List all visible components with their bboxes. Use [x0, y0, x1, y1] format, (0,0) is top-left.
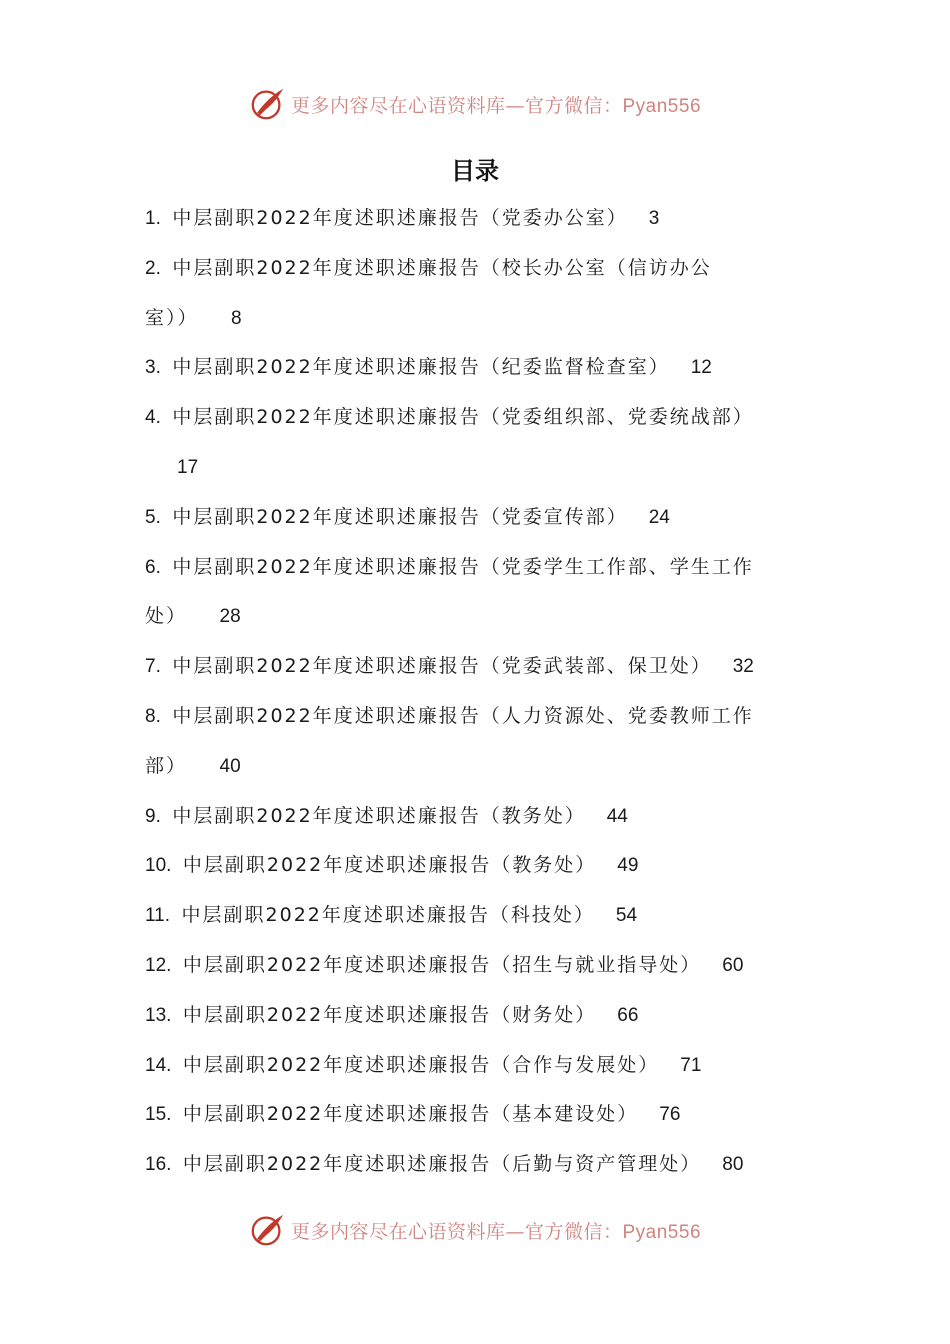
toc-entry-page: 54 [615, 905, 638, 927]
toc-entry-page: 3 [648, 208, 660, 229]
toc-entry[interactable] [145, 841, 810, 891]
banner-text: 更多内容尽在心语资料库—官方微信：Pyan556 [290, 1220, 702, 1243]
toc-entry-page: 28 [219, 606, 241, 628]
toc-entry-page: 44 [606, 805, 628, 827]
toc-entry-title: 中层副职2022年度述职述廉报告（党委组织部、党委统战部） [172, 406, 754, 429]
toc-entry-title: 中层副职2022年度述职述廉报告（合作与发展处） [182, 1053, 660, 1076]
toc-entry-number: 6. [145, 556, 161, 578]
banner-text: 更多内容尽在心语资料库—官方微信：Pyan556 [290, 94, 702, 117]
toc-entry[interactable] [145, 244, 810, 294]
toc-entry[interactable] [145, 891, 810, 941]
toc-entry-number: 11. [145, 905, 171, 927]
toc-entry-title: 中层副职2022年度述职述廉报告（党委办公室） [172, 207, 628, 229]
toc-entry-title-continued: 室）） [145, 306, 199, 329]
toc-entry-title: 中层副职2022年度述职述廉报告（纪委监督检查室） [172, 356, 670, 379]
toc-entry-title: 中层副职2022年度述职述廉报告（党委学生工作部、学生工作 [172, 555, 754, 578]
toc-entry-title: 中层副职2022年度述职述廉报告（财务处） [182, 1003, 597, 1026]
toc-entry[interactable] [145, 493, 810, 543]
toc-entry[interactable] [145, 642, 810, 692]
toc-entry-number: 12. [145, 954, 172, 976]
page-title: 目录 [451, 157, 499, 185]
toc-entry-page: 80 [722, 1154, 744, 1176]
toc-entry-title: 中层副职2022年度述职述廉报告（校长办公室（信访办公 [172, 256, 712, 279]
toc-entry-continuation[interactable] [145, 443, 810, 493]
toc-entry-number: 15. [145, 1104, 172, 1126]
toc-entry[interactable] [145, 792, 810, 842]
toc-entry-title: 中层副职2022年度述职述廉报告（招生与就业指导处） [182, 953, 702, 976]
toc-entry-number: 3. [145, 357, 161, 379]
toc-entry-title: 中层副职2022年度述职述廉报告（后勤与资产管理处） [182, 1153, 702, 1176]
toc-entry[interactable] [145, 941, 810, 991]
toc-entry-page: 17 [177, 456, 199, 478]
toc-entry-title: 中层副职2022年度述职述廉报告（党委武装部、保卫处） [172, 655, 712, 678]
toc-entry-title: 中层副职2022年度述职述廉报告（人力资源处、党委教师工作 [172, 704, 754, 727]
toc-entry-number: 1. [145, 208, 161, 229]
toc-entry-continuation[interactable] [145, 294, 810, 344]
toc-entry-page: 12 [690, 357, 712, 379]
toc-entry-continuation[interactable] [145, 742, 810, 792]
toc-entry-title: 中层副职2022年度述职述廉报告（教务处） [182, 854, 597, 877]
toc-entry-title: 中层副职2022年度述职述廉报告（基本建设处） [182, 1103, 639, 1126]
toc-entry-page: 66 [617, 1004, 639, 1026]
footer-banner [0, 1208, 950, 1252]
toc-entry-number: 8. [145, 705, 161, 727]
header-banner [0, 82, 950, 126]
toc-entry[interactable] [145, 343, 810, 393]
toc-entry-page: 71 [680, 1054, 702, 1076]
quill-logo-icon [249, 1211, 287, 1249]
toc-entry-page: 40 [219, 755, 241, 777]
toc-entry[interactable] [145, 692, 810, 742]
toc-entry-title-continued: 处） [145, 605, 188, 628]
toc-entry-page: 76 [659, 1104, 681, 1126]
toc-entry-title-continued: 部） [145, 754, 188, 777]
toc-entry-number: 7. [145, 656, 161, 678]
toc-entry[interactable] [145, 194, 810, 244]
toc-entry-page: 8 [231, 307, 242, 329]
toc-entry-number: 13. [145, 1004, 172, 1026]
toc-entry-number: 9. [145, 805, 161, 827]
quill-logo-icon [249, 85, 287, 123]
toc-entry-number: 14. [145, 1054, 172, 1076]
toc-entry[interactable] [145, 1041, 810, 1091]
toc-entry[interactable] [145, 543, 810, 593]
wechat-id: Pyan556 [622, 95, 702, 117]
toc-entry-continuation[interactable] [145, 592, 810, 642]
table-of-contents [145, 194, 810, 1190]
toc-entry-page: 32 [732, 656, 754, 678]
toc-entry[interactable] [145, 1140, 810, 1190]
toc-entry[interactable] [145, 393, 810, 443]
toc-entry-page: 24 [648, 506, 670, 528]
toc-entry-title: 中层副职2022年度述职述廉报告（科技处） [181, 904, 595, 927]
wechat-id: Pyan556 [622, 1221, 702, 1243]
toc-entry-title: 中层副职2022年度述职述廉报告（教务处） [172, 804, 586, 827]
toc-entry-number: 10. [145, 855, 172, 877]
toc-entry[interactable] [145, 1090, 810, 1140]
toc-entry-title: 中层副职2022年度述职述廉报告（党委宣传部） [172, 505, 628, 528]
toc-entry-number: 2. [145, 257, 161, 279]
toc-entry-number: 5. [145, 506, 161, 528]
toc-entry-number: 16. [145, 1154, 172, 1176]
toc-entry-number: 4. [145, 407, 161, 429]
toc-entry-page: 60 [722, 954, 744, 976]
toc-entry[interactable] [145, 991, 810, 1041]
toc-entry-page: 49 [617, 855, 639, 877]
